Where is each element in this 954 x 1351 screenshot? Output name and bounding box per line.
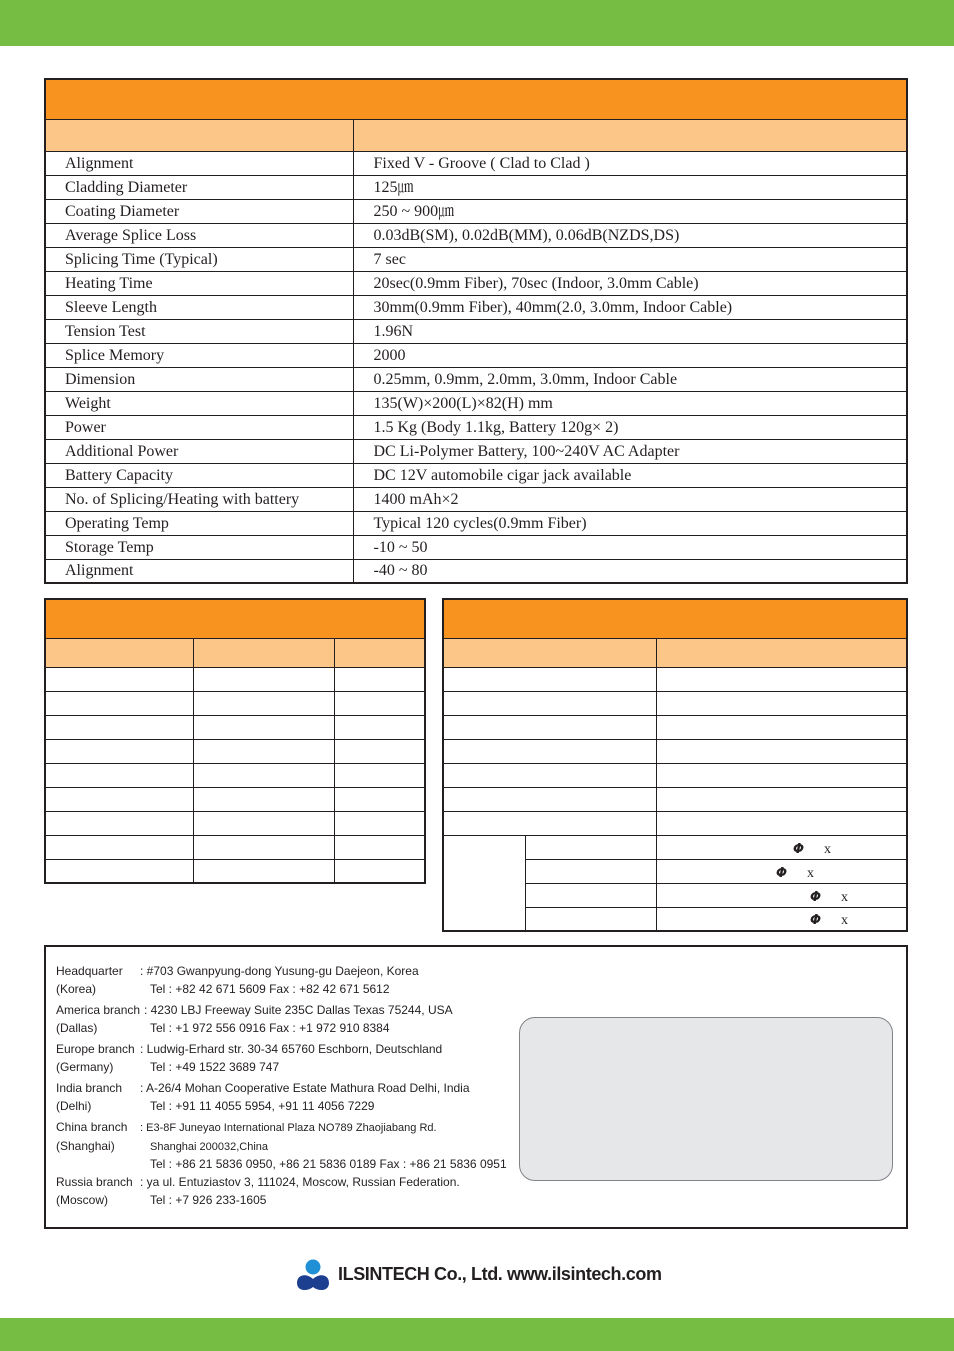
branch-phone-row bbox=[56, 1059, 442, 1077]
branch-phone-row bbox=[56, 1138, 507, 1157]
spec-value: 125㎛ bbox=[353, 175, 907, 199]
left-cell bbox=[193, 763, 334, 787]
left-cell bbox=[334, 739, 425, 763]
branch-name: Europe branch bbox=[56, 1042, 135, 1056]
spec-value: 0.25mm, 0.9mm, 2.0mm, 3.0mm, Indoor Cable bbox=[353, 367, 907, 391]
right-row bbox=[443, 715, 907, 739]
right-cell bbox=[443, 787, 656, 811]
branch-name: Headquarter bbox=[56, 964, 123, 978]
spec-value: Fixed V - Groove ( Clad to Clad ) bbox=[353, 151, 907, 175]
left-row bbox=[45, 715, 425, 739]
spec-label: Operating Temp bbox=[45, 511, 353, 535]
right-cell bbox=[443, 763, 656, 787]
left-row bbox=[45, 835, 425, 859]
spec-value: DC 12V automobile cigar jack available bbox=[353, 463, 907, 487]
left-title-row bbox=[45, 599, 425, 638]
spec-label: Cladding Diameter bbox=[45, 175, 353, 199]
left-cell bbox=[193, 715, 334, 739]
spec-label: Weight bbox=[45, 391, 353, 415]
diameter-symbol: Φ bbox=[792, 841, 805, 857]
spec-label: Average Splice Loss bbox=[45, 223, 353, 247]
right-cell bbox=[656, 715, 907, 739]
left-cell bbox=[45, 763, 193, 787]
left-cell bbox=[193, 835, 334, 859]
right-cell bbox=[443, 739, 656, 763]
left-cell bbox=[334, 667, 425, 691]
left-cell bbox=[334, 811, 425, 835]
spec-row bbox=[45, 391, 907, 415]
spec-header-row bbox=[45, 119, 907, 151]
spec-row bbox=[45, 463, 907, 487]
branch-name: India branch bbox=[56, 1081, 123, 1095]
branch-address-row bbox=[56, 1119, 507, 1138]
left-cell bbox=[193, 739, 334, 763]
right-cell bbox=[656, 763, 907, 787]
branch-location: (Shanghai) bbox=[56, 1138, 115, 1153]
right-row bbox=[443, 667, 907, 691]
right-group-cell bbox=[443, 835, 525, 931]
spec-value: 7 sec bbox=[353, 247, 907, 271]
left-rows bbox=[45, 667, 425, 883]
specification-table bbox=[44, 78, 908, 584]
spec-label: Additional Power bbox=[45, 439, 353, 463]
spec-label: Heating Time bbox=[45, 271, 353, 295]
right-row bbox=[443, 811, 907, 835]
company-name: ILSINTECH Co., Ltd. www.ilsintech.com bbox=[338, 1264, 662, 1284]
left-cell bbox=[45, 859, 193, 883]
left-table bbox=[44, 598, 426, 884]
branch-phone: Tel : +1 972 556 0916 Fax : +1 972 910 8384 bbox=[150, 1020, 390, 1035]
branch-block bbox=[56, 963, 419, 998]
right-cell bbox=[443, 715, 656, 739]
branch-address: : E3-8F Juneyao International Plaza NO789 Zhaojiabang Rd. bbox=[140, 1122, 437, 1134]
x-mark: x bbox=[807, 865, 815, 881]
branch-phone-row bbox=[56, 1156, 507, 1174]
right-title-row bbox=[443, 599, 907, 638]
left-row bbox=[45, 859, 425, 883]
right-cell bbox=[443, 811, 656, 835]
left-cell bbox=[45, 811, 193, 835]
diameter-symbol: Φ bbox=[809, 913, 822, 928]
branch-block bbox=[56, 1041, 442, 1076]
right-cell bbox=[525, 859, 656, 883]
left-cell bbox=[334, 691, 425, 715]
left-cell bbox=[334, 787, 425, 811]
right-row bbox=[443, 739, 907, 763]
left-row bbox=[45, 667, 425, 691]
spec-value: 0.03dB(SM), 0.02dB(MM), 0.06dB(NZDS,DS) bbox=[353, 223, 907, 247]
branch-address: : #703 Gwanpyung-dong Yusung-gu Daejeon, Korea bbox=[140, 964, 419, 978]
branch-phone: Tel : +49 1522 3689 747 bbox=[150, 1059, 280, 1074]
branch-phone: Tel : +91 11 4055 5954, +91 11 4056 7229 bbox=[150, 1098, 375, 1113]
right-cell bbox=[656, 691, 907, 715]
right-rows bbox=[443, 667, 907, 931]
left-cell bbox=[45, 667, 193, 691]
left-row bbox=[45, 739, 425, 763]
spec-value: 1.5 Kg (Body 1.1kg, Battery 120g× 2) bbox=[353, 415, 907, 439]
spec-value: 30mm(0.9mm Fiber), 40mm(2.0, 3.0mm, Indoor Cable) bbox=[353, 295, 907, 319]
branch-address-row bbox=[56, 1041, 442, 1059]
spec-row bbox=[45, 151, 907, 175]
left-row bbox=[45, 811, 425, 835]
branch-address-row bbox=[56, 1080, 470, 1098]
branch-address-row bbox=[56, 963, 419, 981]
diameter-cell bbox=[656, 883, 907, 907]
contact-box bbox=[44, 945, 908, 1229]
branch-phone-row bbox=[56, 981, 419, 999]
diameter-cell bbox=[656, 859, 907, 883]
spec-row bbox=[45, 199, 907, 223]
spec-rows bbox=[45, 151, 907, 583]
right-row bbox=[443, 691, 907, 715]
right-cell bbox=[656, 739, 907, 763]
spec-row bbox=[45, 343, 907, 367]
branch-address: : Ludwig-Erhard str. 30-34 65760 Eschborn, Deutschland bbox=[140, 1042, 443, 1056]
right-cell bbox=[443, 667, 656, 691]
spec-label: Power bbox=[45, 415, 353, 439]
spec-value: 2000 bbox=[353, 343, 907, 367]
spec-value: -40 ~ 80 bbox=[353, 559, 907, 583]
branch-location: (Dallas) bbox=[56, 1020, 98, 1035]
right-row bbox=[443, 787, 907, 811]
right-cell bbox=[656, 811, 907, 835]
branch-address: : ya ul. Entuziastov 3, 111024, Moscow, Russian Federation. bbox=[140, 1175, 460, 1189]
top-green-band bbox=[0, 0, 954, 46]
spec-label: Alignment bbox=[45, 151, 353, 175]
x-mark: x bbox=[824, 841, 832, 857]
right-cell bbox=[525, 883, 656, 907]
left-cell bbox=[193, 787, 334, 811]
left-cell bbox=[193, 859, 334, 883]
spec-row bbox=[45, 439, 907, 463]
diameter-cell bbox=[656, 907, 907, 931]
left-cell bbox=[193, 811, 334, 835]
branch-phone: Tel : +86 21 5836 0950, +86 21 5836 0189 Fax : +86 21 5836 0951 bbox=[150, 1157, 507, 1171]
spec-row bbox=[45, 367, 907, 391]
left-cell bbox=[334, 859, 425, 883]
right-diameter-row bbox=[443, 835, 907, 859]
right-cell bbox=[443, 691, 656, 715]
spec-row bbox=[45, 559, 907, 583]
left-cell bbox=[45, 739, 193, 763]
spec-row bbox=[45, 415, 907, 439]
spec-row bbox=[45, 295, 907, 319]
left-cell bbox=[45, 835, 193, 859]
x-mark: x bbox=[841, 913, 849, 928]
left-row bbox=[45, 763, 425, 787]
spec-row bbox=[45, 271, 907, 295]
branch-address: : 4230 LBJ Freeway Suite 235C Dallas Texas 75244, USA bbox=[144, 1003, 453, 1017]
right-row bbox=[443, 763, 907, 787]
right-cell bbox=[656, 667, 907, 691]
spec-row bbox=[45, 487, 907, 511]
diameter-symbol: Φ bbox=[775, 865, 788, 881]
spec-row bbox=[45, 319, 907, 343]
right-cell bbox=[525, 835, 656, 859]
right-cell bbox=[525, 907, 656, 931]
spec-label: Dimension bbox=[45, 367, 353, 391]
spec-label: Storage Temp bbox=[45, 535, 353, 559]
spec-value: DC Li-Polymer Battery, 100~240V AC Adapter bbox=[353, 439, 907, 463]
left-cell bbox=[334, 715, 425, 739]
diameter-cell bbox=[656, 835, 907, 859]
branch-location: (Germany) bbox=[56, 1059, 114, 1074]
spec-value: 250 ~ 900㎛ bbox=[353, 199, 907, 223]
bottom-green-band bbox=[0, 1318, 954, 1351]
branch-block bbox=[56, 1174, 460, 1209]
left-cell bbox=[193, 691, 334, 715]
left-cell bbox=[45, 787, 193, 811]
branch-address-row bbox=[56, 1174, 460, 1192]
spec-value: 1.96N bbox=[353, 319, 907, 343]
left-cell bbox=[193, 667, 334, 691]
left-header-row bbox=[45, 638, 425, 667]
branch-name: America branch bbox=[56, 1003, 141, 1017]
x-mark: x bbox=[841, 889, 849, 905]
spec-label: Battery Capacity bbox=[45, 463, 353, 487]
right-cell bbox=[656, 787, 907, 811]
left-row bbox=[45, 691, 425, 715]
spec-label: No. of Splicing/Heating with battery bbox=[45, 487, 353, 511]
spec-row bbox=[45, 223, 907, 247]
branch-block bbox=[56, 1119, 507, 1174]
branch-address-line2: Shanghai 200032,China bbox=[150, 1140, 269, 1153]
spec-value: 20sec(0.9mm Fiber), 70sec (Indoor, 3.0mm Cable) bbox=[353, 271, 907, 295]
branch-address: : A-26/4 Mohan Cooperative Estate Mathura Road Delhi, India bbox=[140, 1081, 470, 1095]
branch-location: (Moscow) bbox=[56, 1192, 109, 1207]
right-table bbox=[442, 598, 908, 932]
left-cell bbox=[45, 691, 193, 715]
spec-label: Alignment bbox=[45, 559, 353, 583]
spec-label: Tension Test bbox=[45, 319, 353, 343]
right-header-row bbox=[443, 638, 907, 667]
branch-address-row bbox=[56, 1002, 453, 1020]
branch-block bbox=[56, 1080, 470, 1115]
spec-value: -10 ~ 50 bbox=[353, 535, 907, 559]
company-logo-icon bbox=[296, 1259, 330, 1293]
spec-row bbox=[45, 247, 907, 271]
branch-name: China branch bbox=[56, 1120, 128, 1134]
spec-label: Coating Diameter bbox=[45, 199, 353, 223]
branch-phone-row bbox=[56, 1020, 453, 1038]
branch-name: Russia branch bbox=[56, 1175, 133, 1189]
spec-row bbox=[45, 511, 907, 535]
left-cell bbox=[334, 763, 425, 787]
branch-block bbox=[56, 1002, 453, 1037]
spec-row bbox=[45, 535, 907, 559]
spec-value: 1400 mAh×2 bbox=[353, 487, 907, 511]
spec-label: Sleeve Length bbox=[45, 295, 353, 319]
branch-phone-row bbox=[56, 1098, 470, 1116]
diameter-symbol: Φ bbox=[809, 889, 822, 905]
spec-value: Typical 120 cycles(0.9mm Fiber) bbox=[353, 511, 907, 535]
branch-location: (Delhi) bbox=[56, 1098, 92, 1113]
spec-label: Splicing Time (Typical) bbox=[45, 247, 353, 271]
spec-value: 135(W)×200(L)×82(H) mm bbox=[353, 391, 907, 415]
spec-row bbox=[45, 175, 907, 199]
left-row bbox=[45, 787, 425, 811]
left-cell bbox=[334, 835, 425, 859]
note-box bbox=[519, 1017, 893, 1181]
left-cell bbox=[45, 715, 193, 739]
branch-phone: Tel : +82 42 671 5609 Fax : +82 42 671 5612 bbox=[150, 981, 390, 996]
branch-location: (Korea) bbox=[56, 981, 97, 996]
spec-title-row bbox=[45, 79, 907, 119]
branch-phone: Tel : +7 926 233-1605 bbox=[150, 1192, 267, 1207]
branch-phone-row bbox=[56, 1192, 460, 1210]
spec-label: Splice Memory bbox=[45, 343, 353, 367]
